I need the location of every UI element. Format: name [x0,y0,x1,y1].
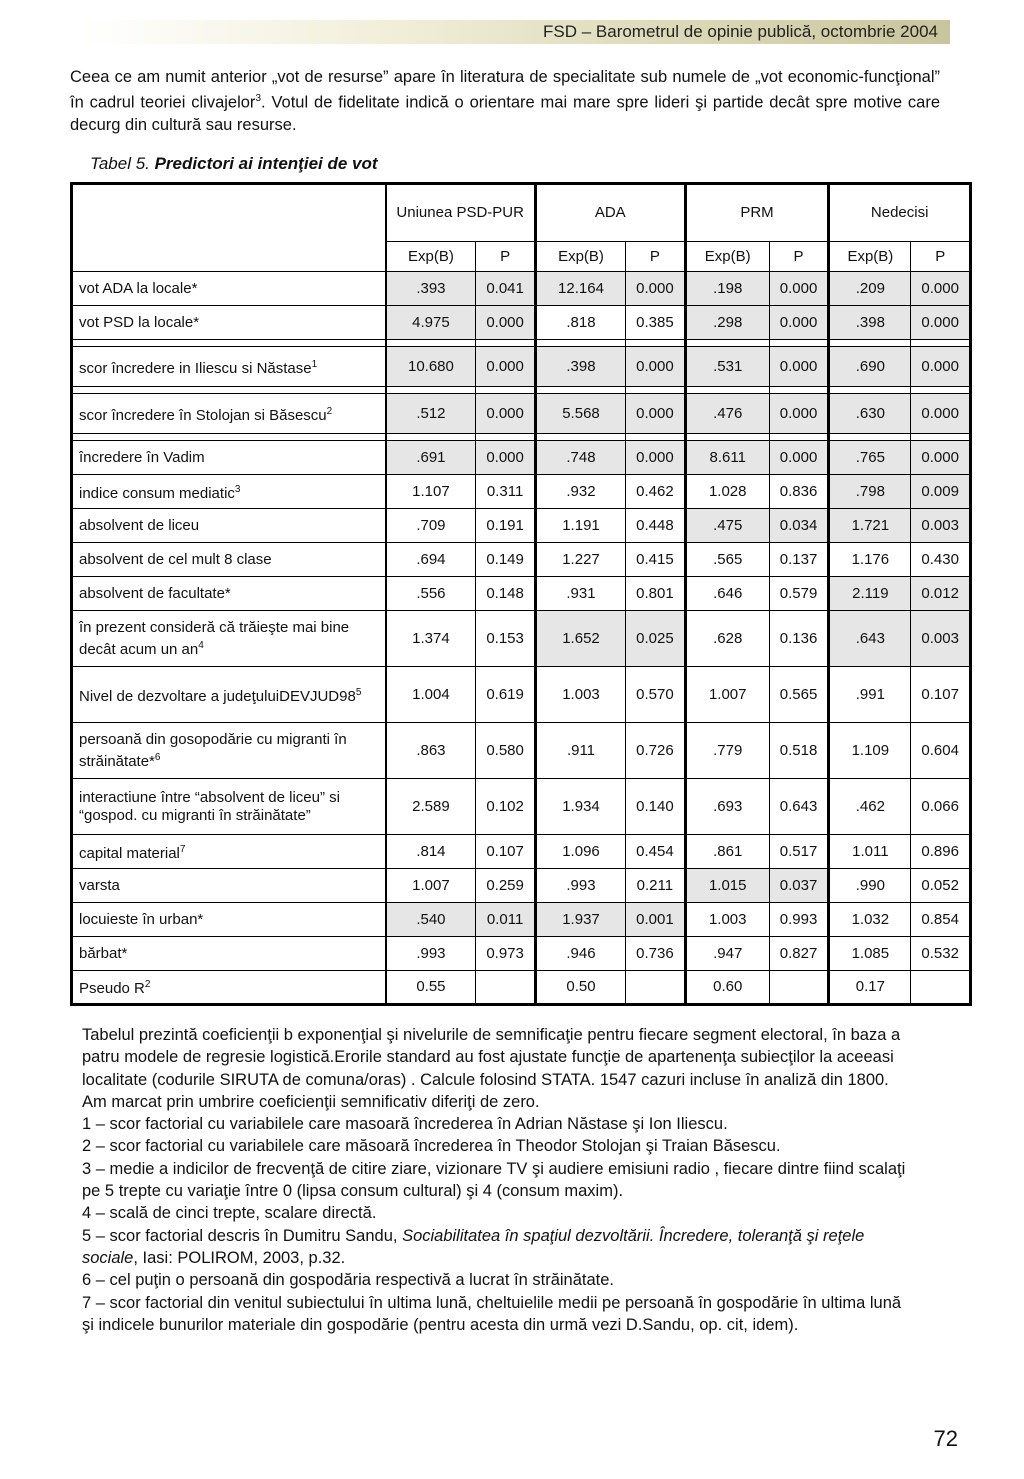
footnote-ref: 1 [311,358,318,370]
row-label [72,441,386,475]
p-cell: 0.000 [626,272,686,306]
spacer-cell [72,434,386,441]
row-label-text: absolvent de cel mult 8 clase [79,550,272,568]
spacer-cell [626,387,686,394]
row-label-text: persoană din gosopodărie cu migranti în străinătate* [79,730,347,770]
group-header: PRM [685,184,829,242]
expb-cell: 0.50 [535,971,625,1005]
expb-cell: 1.011 [829,835,911,869]
expb-cell: .990 [829,869,911,903]
row-label-text: interactiune între “absolvent de liceu” si “gospod. cu migranti în străinătate” [79,788,340,824]
p-cell: 0.066 [911,779,971,835]
expb-cell: .198 [685,272,769,306]
row-label-text: varsta [79,876,120,894]
row-label [72,394,386,434]
p-cell: 0.854 [911,903,971,937]
p-cell: 0.037 [769,869,829,903]
spacer-cell [72,387,386,394]
footnote-ref: 4 [198,639,204,651]
running-header: FSD – Barometrul de opinie publică, octombrie 2004 [543,22,938,41]
note-line [82,1225,912,1270]
expb-cell: 1.107 [386,475,476,509]
table-caption-prefix: Tabel 5. [90,154,155,173]
p-cell: 0.565 [769,667,829,723]
row-label-text: în prezent consideră că trăieşte mai bine decât acum un an [79,618,350,658]
p-cell: 0.000 [769,394,829,434]
p-cell: 0.454 [626,835,686,869]
expb-cell: .694 [386,543,476,577]
footnote-ref: 2 [144,979,151,990]
p-cell: 0.000 [476,394,536,434]
p-cell: 0.000 [769,441,829,475]
p-cell: 0.259 [476,869,536,903]
group-header: Uniunea PSD-PUR [386,184,536,242]
spacer-cell [769,434,829,441]
expb-cell: 1.191 [535,509,625,543]
expb-cell: .863 [386,723,476,779]
p-cell: 0.000 [911,394,971,434]
p-cell: 0.148 [476,577,536,611]
row-label [72,347,386,387]
p-cell: 0.025 [626,611,686,667]
expb-cell: 0.60 [685,971,769,1005]
expb-cell: 1.003 [535,667,625,723]
p-cell: 0.580 [476,723,536,779]
expb-cell: .398 [829,306,911,340]
expb-cell: .643 [829,611,911,667]
table-corner-cell [72,184,386,272]
expb-cell: .298 [685,306,769,340]
p-cell: 0.430 [911,543,971,577]
table-row [72,577,971,611]
p-cell: 0.000 [911,306,971,340]
row-label [72,509,386,543]
expb-cell: .512 [386,394,476,434]
p-cell: 0.136 [769,611,829,667]
subheader-cell: Exp(B) [386,242,476,272]
expb-cell: 0.17 [829,971,911,1005]
row-label-text: vot PSD la locale* [79,313,200,331]
expb-cell: .765 [829,441,911,475]
p-cell: 0.107 [911,667,971,723]
expb-cell: 8.611 [685,441,769,475]
spacer-cell [386,434,476,441]
row-label-text: indice consum mediatic [79,484,235,502]
expb-cell: 1.109 [829,723,911,779]
expb-cell: .993 [535,869,625,903]
table-row [72,347,971,387]
p-cell: 0.579 [769,577,829,611]
table-row [72,611,971,667]
p-cell: 0.000 [769,347,829,387]
p-cell: 0.000 [626,394,686,434]
spacer-cell [535,387,625,394]
row-label-text: bărbat* [79,944,128,962]
p-cell: 0.001 [626,903,686,937]
subheader-cell: P [476,242,536,272]
expb-cell: .393 [386,272,476,306]
expb-cell: 12.164 [535,272,625,306]
table-row [72,869,971,903]
footnote-ref: 7 [179,843,186,855]
expb-cell: .691 [386,441,476,475]
row-label [72,475,386,509]
footnote-ref: 3 [255,93,261,104]
p-cell: 0.604 [911,723,971,779]
row-label-text: locuieste în urban* [79,910,204,928]
expb-cell: 1.096 [535,835,625,869]
subheader-cell: P [769,242,829,272]
spacer-cell [829,434,911,441]
expb-cell: .748 [535,441,625,475]
spacer-cell [476,387,536,394]
row-label [72,869,386,903]
spacer-cell [911,434,971,441]
row-label [72,611,386,667]
p-cell: 0.211 [626,869,686,903]
p-cell: 0.034 [769,509,829,543]
p-cell: 0.000 [769,272,829,306]
row-label [72,903,386,937]
expb-cell: .556 [386,577,476,611]
p-cell: 0.518 [769,723,829,779]
p-cell: 0.000 [476,347,536,387]
page-number: 72 [933,1426,958,1451]
expb-cell: .993 [386,937,476,971]
row-label [72,835,386,869]
row-label-text: scor încredere in Iliescu si Năstase [79,359,312,377]
p-cell: 0.000 [476,441,536,475]
row-label [72,543,386,577]
expb-cell: .814 [386,835,476,869]
row-spacer [72,387,971,394]
row-label-text: Nivel de dezvoltare a judeţuluiDEVJUD98 [79,687,356,705]
row-label-text: scor încredere în Stolojan si Băsescu [79,406,327,424]
p-cell: 0.000 [476,306,536,340]
p-cell: 0.003 [911,611,971,667]
expb-cell: .398 [535,347,625,387]
p-cell: 0.000 [911,272,971,306]
subheader-cell: Exp(B) [829,242,911,272]
expb-cell: .628 [685,611,769,667]
expb-cell: .932 [535,475,625,509]
p-cell: 0.736 [626,937,686,971]
expb-cell: .646 [685,577,769,611]
spacer-cell [476,340,536,347]
spacer-cell [685,434,769,441]
expb-cell: 1.015 [685,869,769,903]
expb-cell: .476 [685,394,769,434]
spacer-cell [535,434,625,441]
footnote-ref: 2 [326,405,333,417]
table-row [72,306,971,340]
row-label [72,971,386,1005]
p-cell: 0.153 [476,611,536,667]
table-row [72,394,971,434]
spacer-cell [626,434,686,441]
p-cell: 0.000 [911,441,971,475]
row-label-text: absolvent de liceu [79,516,200,534]
intro-text-1: Ceea ce am numit anterior „vot de resurse” apare în literatura de specialitate sub numele de „vot economic-funcţional” în cadrul teoriei clivajelor [70,68,940,112]
expb-cell: .861 [685,835,769,869]
expb-cell: 1.176 [829,543,911,577]
table-row [72,509,971,543]
group-header: ADA [535,184,685,242]
p-cell: 0.000 [626,347,686,387]
p-cell: 0.052 [911,869,971,903]
spacer-cell [829,340,911,347]
row-label-text: Pseudo R [79,980,145,997]
table-row [72,475,971,509]
footnote-ref: 5 [355,686,362,698]
note-text: , Iasi: POLIROM, 2003, p.32. [133,1248,346,1267]
spacer-cell [476,434,536,441]
row-label-text: capital material [79,844,180,862]
expb-cell: 1.028 [685,475,769,509]
expb-cell: .818 [535,306,625,340]
p-cell: 0.011 [476,903,536,937]
p-cell: 0.140 [626,779,686,835]
p-cell: 0.107 [476,835,536,869]
expb-cell: .911 [535,723,625,779]
expb-cell: .540 [386,903,476,937]
expb-cell: 1.007 [386,869,476,903]
row-label [72,272,386,306]
group-header: Nedecisi [829,184,971,242]
expb-cell: .779 [685,723,769,779]
note-line: Tabelul prezintă coeficienţii b exponenţial şi nivelurile de semnificaţie pentru fiecare segment electoral, în baza a patru modele de regresie logistică.Erorile standard au fost ajustate funcţie de apartenenţa subiecţilor la aceeasi localitate (codurile SIRUTA de comuna/oras) . Calcule folosind STATA. 1547 cazuri incluse în analiză din 1800. Am marcat prin umbrire coeficienţii semnificativ diferiţi de zero. [82,1026,901,1111]
p-cell [911,971,971,1005]
table-row [72,937,971,971]
row-spacer [72,340,971,347]
expb-cell: .709 [386,509,476,543]
spacer-cell [911,387,971,394]
p-cell: 0.973 [476,937,536,971]
expb-cell: 0.55 [386,971,476,1005]
table-row [72,543,971,577]
p-cell [476,971,536,1005]
table-row [72,971,971,1005]
spacer-cell [829,387,911,394]
p-cell: 0.000 [769,306,829,340]
expb-cell: 4.975 [386,306,476,340]
expb-cell: 1.652 [535,611,625,667]
spacer-cell [911,340,971,347]
p-cell: 0.415 [626,543,686,577]
expb-cell: 1.003 [685,903,769,937]
expb-cell: 1.374 [386,611,476,667]
predictors-table [70,182,972,1006]
table-caption [90,154,378,174]
table-row [72,667,971,723]
expb-cell: .946 [535,937,625,971]
p-cell: 0.000 [626,441,686,475]
expb-cell: 1.227 [535,543,625,577]
p-cell: 0.003 [911,509,971,543]
intro-paragraph [70,66,940,136]
p-cell: 0.462 [626,475,686,509]
expb-cell: 5.568 [535,394,625,434]
note-text: 5 – scor factorial descris în Dumitru Sandu, [82,1226,403,1245]
spacer-cell [685,340,769,347]
expb-cell: .565 [685,543,769,577]
row-spacer [72,434,971,441]
note-line: 1 – scor factorial cu variabilele care masoară încrederea în Adrian Năstase şi Ion Iliescu. [82,1115,728,1134]
table-caption-title: Predictori ai intenţiei de vot [154,154,378,173]
expb-cell: .690 [829,347,911,387]
p-cell: 0.827 [769,937,829,971]
row-label-text: absolvent de facultate* [79,584,231,602]
row-label [72,723,386,779]
footnote-ref: 3 [234,483,241,495]
spacer-cell [626,340,686,347]
expb-cell: 1.004 [386,667,476,723]
p-cell: 0.643 [769,779,829,835]
subheader-cell: Exp(B) [535,242,625,272]
spacer-cell [535,340,625,347]
subheader-cell: P [911,242,971,272]
p-cell: 0.726 [626,723,686,779]
p-cell: 0.836 [769,475,829,509]
expb-cell: .931 [535,577,625,611]
expb-cell: .209 [829,272,911,306]
footnote-ref: 6 [154,751,161,763]
table-notes [82,1024,912,1336]
p-cell: 0.041 [476,272,536,306]
table-row [72,441,971,475]
expb-cell: .531 [685,347,769,387]
expb-cell: .475 [685,509,769,543]
expb-cell: 1.934 [535,779,625,835]
expb-cell: 2.589 [386,779,476,835]
spacer-cell [72,340,386,347]
p-cell: 0.311 [476,475,536,509]
expb-cell: .693 [685,779,769,835]
expb-cell: .947 [685,937,769,971]
table-row [72,835,971,869]
row-label [72,779,386,835]
spacer-cell [685,387,769,394]
expb-cell: .798 [829,475,911,509]
row-label-text: vot ADA la locale* [79,279,198,297]
subheader-cell: P [626,242,686,272]
p-cell: 0.619 [476,667,536,723]
expb-cell: 1.085 [829,937,911,971]
p-cell: 0.570 [626,667,686,723]
p-cell: 0.532 [911,937,971,971]
expb-cell: 1.032 [829,903,911,937]
row-label [72,577,386,611]
p-cell: 0.801 [626,577,686,611]
expb-cell: 10.680 [386,347,476,387]
row-label [72,937,386,971]
p-cell: 0.137 [769,543,829,577]
p-cell: 0.012 [911,577,971,611]
row-label-text: încredere în Vadim [79,448,205,466]
p-cell: 0.191 [476,509,536,543]
expb-cell: .630 [829,394,911,434]
note-line: 4 – scală de cinci trepte, scalare directă. [82,1204,377,1223]
p-cell: 0.896 [911,835,971,869]
group-header-row [72,184,971,242]
note-line: 2 – scor factorial cu variabilele care măsoară încrederea în Theodor Stolojan şi Traian Băsescu. [82,1137,781,1156]
spacer-cell [769,387,829,394]
table-row [72,272,971,306]
p-cell: 0.009 [911,475,971,509]
note-citation-title: Sociabilitatea în spaţiul dezvoltării. Încredere, toleranţă şi reţele sociale [82,1226,865,1267]
expb-cell: 1.007 [685,667,769,723]
row-label [72,667,386,723]
p-cell: 0.385 [626,306,686,340]
note-line: 6 – cel puţin o persoană din gospodăria respectivă a lucrat în străinătate. [82,1271,614,1290]
table-row [72,779,971,835]
subheader-cell: Exp(B) [685,242,769,272]
p-cell: 0.448 [626,509,686,543]
expb-cell: .991 [829,667,911,723]
table-row [72,903,971,937]
p-cell: 0.993 [769,903,829,937]
expb-cell: 1.721 [829,509,911,543]
p-cell [769,971,829,1005]
note-line: 3 – medie a indicilor de frecvenţă de citire ziare, vizionare TV şi audiere emisiuni radio , fiecare dintre fiind scalaţi pe 5 trepte cu variaţie între 0 (lipsa consum cultural) şi 4 (consum maxim). [82,1159,906,1201]
p-cell [626,971,686,1005]
spacer-cell [769,340,829,347]
table-body [72,184,971,1005]
table-row [72,723,971,779]
spacer-cell [386,340,476,347]
intro-text-2: . Votul de fidelitate indică o orientare mai mare spre lideri şi partide decât spre motive care decurg din cultură sau resurse. [70,93,940,134]
expb-cell: 2.119 [829,577,911,611]
expb-cell: .462 [829,779,911,835]
p-cell: 0.149 [476,543,536,577]
p-cell: 0.517 [769,835,829,869]
note-line: 7 – scor factorial din venitul subiectului în ultima lună, cheltuielile medii pe persoană în gospodărie în ultima lună şi indicele bunurilor materiale din gospodărie (pentru acesta din urmă vezi D.Sandu, op. cit, idem). [82,1293,902,1334]
row-label [72,306,386,340]
p-cell: 0.102 [476,779,536,835]
spacer-cell [386,387,476,394]
p-cell: 0.000 [911,347,971,387]
expb-cell: 1.937 [535,903,625,937]
